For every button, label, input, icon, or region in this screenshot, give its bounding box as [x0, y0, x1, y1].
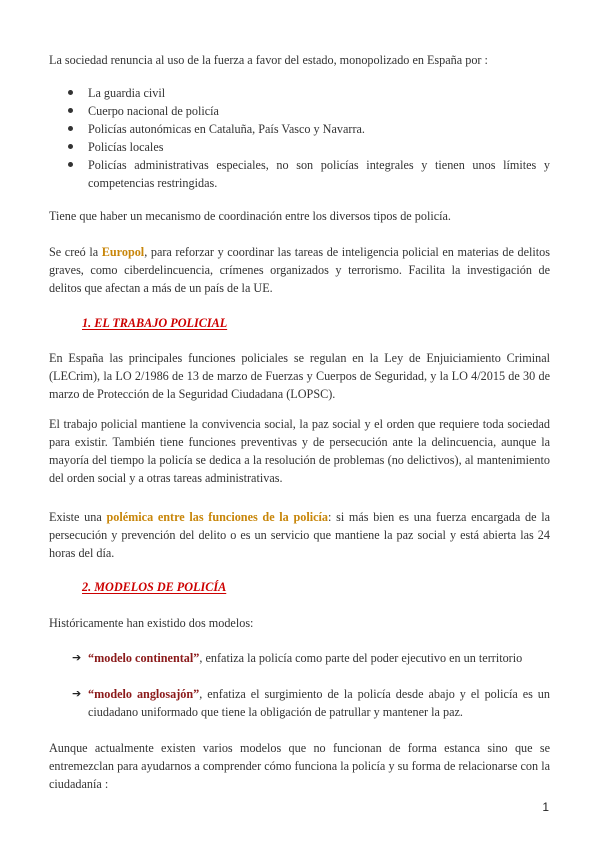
police-list	[68, 84, 550, 192]
model-item-continental	[72, 649, 550, 667]
section2-closing: Aunque actualmente existen varios modelos que no funcionan de forma estanca sino que se entremezclan para ayudarnos a comprender cómo funciona la policía y su forma de relacionarse con la ciudadanía :	[49, 741, 550, 791]
bullet-icon	[68, 126, 73, 131]
section1-paragraph-1: En España las principales funciones policiales se regulan en la Ley de Enjuiciamiento Criminal (LECrim), la LO 2/1986 de 13 de marzo de Fuerzas y Cuerpos de Seguridad, y la LO 4/2015 de 30 de marzo de Protección de la Seguridad Ciudadana (LOPSC).	[49, 351, 550, 401]
bullet-icon	[68, 90, 73, 95]
bullet-icon	[68, 162, 73, 167]
section1-heading: 1. EL TRABAJO POLICIAL	[82, 316, 228, 330]
section1-paragraph-2: El trabajo policial mantiene la convivencia social, la paz social y el orden que requiere toda sociedad para existir. También tiene funciones preventivas y de persecución ante la delincuencia, aunque la mayoría del tiempo la policía se dedica a la resolución de problemas (no delictivos), al mantenimiento del orden social y a otras tareas administrativas.	[49, 417, 550, 485]
list-item: ➔ “modelo anglosajón”, enfatiza el surgimiento de la policía desde abajo y el policía es un ciudadano uniformado que tiene la obligación de patrullar y mantener la paz.	[72, 687, 550, 719]
arrow-right-icon: ➔	[72, 687, 82, 700]
list-item: Cuerpo nacional de policía	[68, 102, 550, 120]
list-item: Policías administrativas especiales, no son policías integrales y tienen unos límites y competencias restringidas.	[68, 156, 550, 192]
europol-paragraph: Se creó la Europol, para reforzar y coordinar las tareas de inteligencia policial en materias de delitos graves, como ciberdelincuencia, crímenes organizados y terrorismo. Facilita la investigación de delitos que afectan a más de un país de la UE.	[49, 245, 550, 295]
page-number: 1	[542, 800, 549, 814]
list-item: Policías locales	[68, 138, 550, 156]
bullet-icon	[68, 108, 73, 113]
list-item: ➔ “modelo continental”, enfatiza la policía como parte del poder ejecutivo en un territorio	[72, 651, 523, 665]
list-item: La guardia civil	[68, 84, 550, 102]
europol-highlight: Europol	[101, 245, 145, 259]
intro-paragraph: La sociedad renuncia al uso de la fuerza a favor del estado, monopolizado en España por :	[49, 53, 488, 67]
coordination-paragraph: Tiene que haber un mecanismo de coordinación entre los diversos tipos de policía.	[49, 209, 451, 223]
bullet-icon	[68, 144, 73, 149]
arrow-right-icon: ➔	[72, 651, 82, 664]
section2-intro: Históricamente han existido dos modelos:	[49, 616, 254, 630]
section2-heading: 2. MODELOS DE POLICÍA	[82, 580, 227, 594]
model-item-anglosajon	[72, 685, 550, 721]
polemica-highlight: polémica entre las funciones de la policía	[106, 510, 328, 524]
section1-paragraph-3: Existe una polémica entre las funciones de la policía: si más bien es una fuerza encargada de la persecución y prevención del delito o es un servicio que mantiene la paz social y está abierta las 24 horas del día.	[49, 510, 550, 560]
list-item: Policías autonómicas en Cataluña, País Vasco y Navarra.	[68, 120, 550, 138]
